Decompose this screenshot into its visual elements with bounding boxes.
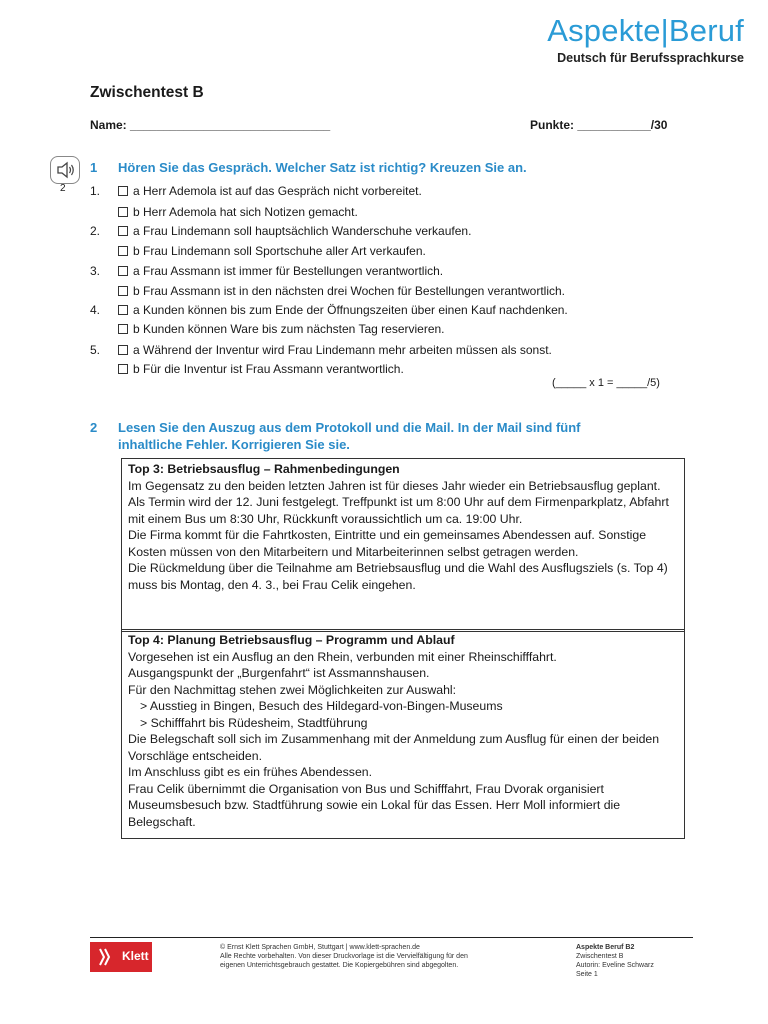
- item-number: 2.: [90, 224, 101, 238]
- protocol-top4-box: [121, 630, 685, 839]
- task1-number: 1: [90, 160, 98, 175]
- option-text: a Frau Assmann ist immer für Bestellungen verantwortlich.: [133, 264, 444, 278]
- option-checkbox[interactable]: [118, 224, 471, 238]
- checkbox-icon[interactable]: [118, 286, 128, 296]
- top4-paragraph: Die Belegschaft soll sich im Zusammenhang mit der Anmeldung zum Ausflug für einen der beiden Vorschläge entscheiden.: [128, 732, 660, 763]
- protocol-top3-box: [121, 458, 685, 632]
- checkbox-icon[interactable]: [118, 324, 128, 334]
- footer-test-name: Zwischentest B: [576, 953, 624, 960]
- task1-heading: Hören Sie das Gespräch. Welcher Satz ist richtig? Kreuzen Sie an.: [118, 160, 527, 175]
- top3-paragraph: Im Gegensatz zu den beiden letzten Jahren ist für dieses Jahr wieder ein Betriebsausflug geplant. Als Termin wird der 12. Juni festgelegt. Treffpunkt ist um 8:00 Uhr auf dem Firmenparkplatz, Abfahrt mit einem Bus um 8:30 Uhr, Rückkunft voraussichtlich um ca. 19:00 Uhr.: [128, 478, 669, 526]
- top4-paragraph: Frau Celik übernimmt die Organisation von Bus und Schifffahrt, Frau Dvorak organisiert Museumsbesuch bzw. Stadtführung sowie ein Lokal für das Essen. Herr Moll informiert die Belegschaft.: [128, 781, 621, 829]
- speaker-icon[interactable]: [50, 156, 80, 184]
- option-text: b Für die Inventur ist Frau Assmann verantwortlich.: [133, 362, 404, 376]
- option-checkbox[interactable]: [118, 343, 552, 357]
- task2-heading-line1: Lesen Sie den Auszug aus dem Protokoll und die Mail. In der Mail sind fünf: [118, 420, 581, 435]
- option-checkbox[interactable]: [118, 205, 358, 219]
- option-text: b Kunden können Ware bis zum nächsten Tag reservieren.: [133, 322, 445, 336]
- task2-heading-line2: inhaltliche Fehler. Korrigieren Sie sie.: [118, 437, 350, 452]
- option-checkbox[interactable]: [118, 322, 445, 336]
- audio-track-number: 2: [60, 183, 66, 194]
- option-checkbox[interactable]: [118, 184, 422, 198]
- top4-title: Top 4: Planung Betriebsausflug – Programm und Ablauf: [128, 633, 455, 647]
- top3-paragraph: Die Rückmeldung über die Teilnahme am Betriebsausflug und die Wahl des Ausflugsziels (s. Top 4) muss bis Montag, den 4. 3., bei Frau Celik eingehen.: [128, 561, 668, 592]
- item-number: 1.: [90, 184, 101, 198]
- footer-page: Seite 1: [576, 971, 598, 978]
- footer-text: © Ernst Klett Sprachen GmbH, Stuttgart | www.klett-sprachen.de: [220, 944, 420, 951]
- option-text: a Während der Inventur wird Frau Lindemann mehr arbeiten müssen als sonst.: [133, 343, 552, 357]
- item-number: 4.: [90, 303, 101, 317]
- task2-heading: [118, 419, 678, 453]
- checkbox-icon[interactable]: [118, 364, 128, 374]
- brand-header: [547, 14, 744, 65]
- option-text: b Frau Assmann ist in den nächsten drei Wochen für Bestellungen verantwortlich.: [133, 284, 566, 298]
- checkbox-icon[interactable]: [118, 186, 128, 196]
- top3-title: Top 3: Betriebsausflug – Rahmenbedingungen: [128, 462, 400, 476]
- option-text: a Frau Lindemann soll hauptsächlich Wanderschuhe verkaufen.: [133, 224, 472, 238]
- top4-paragraph: Vorgesehen ist ein Ausflug an den Rhein, verbunden mit einer Rheinschifffahrt.: [128, 649, 557, 664]
- footer-book-title: Aspekte Beruf B2: [576, 944, 635, 951]
- top4-paragraph: Ausgangspunkt der „Burgenfahrt“ ist Assmannshausen.: [128, 666, 430, 680]
- top4-bullet: > Schifffahrt bis Rüdesheim, Stadtführung: [140, 715, 368, 730]
- option-checkbox[interactable]: [118, 284, 565, 298]
- footer-author: Autorin: Eveline Schwarz: [576, 962, 654, 969]
- top3-paragraph: Die Firma kommt für die Fahrtkosten, Eintritte und ein gemeinsames Abendessen auf. Sonstige Kosten müssen von den Mitarbeitern und Mitarbeiterinnen selbst getragen werden.: [128, 528, 647, 559]
- points-field[interactable]: Punkte: ___________/30: [530, 118, 668, 132]
- option-checkbox[interactable]: [118, 244, 426, 258]
- option-text: b Frau Lindemann soll Sportschuhe aller Art verkaufen.: [133, 244, 426, 258]
- checkbox-icon[interactable]: [118, 305, 128, 315]
- checkbox-icon[interactable]: [118, 207, 128, 217]
- footer-divider: [90, 937, 693, 938]
- klett-logo-text: Klett: [122, 949, 149, 963]
- top4-paragraph: Für den Nachmittag stehen zwei Möglichkeiten zur Auswahl:: [128, 682, 457, 697]
- top4-paragraph: Im Anschluss gibt es ein frühes Abendessen.: [128, 765, 373, 779]
- checkbox-icon[interactable]: [118, 345, 128, 355]
- page-title: Zwischentest B: [90, 84, 204, 101]
- footer-text: eigenen Unterrichtsgebrauch gestattet. Die Kopiergebühren sind abgegolten.: [220, 962, 459, 969]
- footer-meta: [576, 943, 654, 979]
- checkbox-icon[interactable]: [118, 246, 128, 256]
- klett-mark-icon: [94, 946, 116, 968]
- top4-bullet: > Ausstieg in Bingen, Besuch des Hildegard-von-Bingen-Museums: [140, 699, 503, 713]
- option-text: a Kunden können bis zum Ende der Öffnungszeiten über einen Kauf nachdenken.: [133, 303, 568, 317]
- brand-subtitle: Deutsch für Berufssprachkurse: [557, 51, 744, 65]
- option-checkbox[interactable]: [118, 362, 404, 376]
- checkbox-icon[interactable]: [118, 226, 128, 236]
- brand-name: Aspekte|Beruf: [547, 13, 744, 48]
- option-text: b Herr Ademola hat sich Notizen gemacht.: [133, 205, 358, 219]
- item-number: 5.: [90, 343, 101, 357]
- footer-text: Alle Rechte vorbehalten. Von dieser Druckvorlage ist die Vervielfältigung für den: [220, 953, 468, 960]
- name-field[interactable]: Name: ______________________________: [90, 118, 331, 132]
- footer-copyright: [220, 943, 468, 970]
- item-number: 3.: [90, 264, 101, 278]
- option-checkbox[interactable]: [118, 303, 568, 317]
- task1-score[interactable]: (_____ x 1 = _____/5): [552, 377, 660, 389]
- klett-logo: [90, 942, 152, 972]
- checkbox-icon[interactable]: [118, 266, 128, 276]
- option-checkbox[interactable]: [118, 264, 443, 278]
- task2-number: 2: [90, 420, 98, 435]
- option-text: a Herr Ademola ist auf das Gespräch nicht vorbereitet.: [133, 184, 422, 198]
